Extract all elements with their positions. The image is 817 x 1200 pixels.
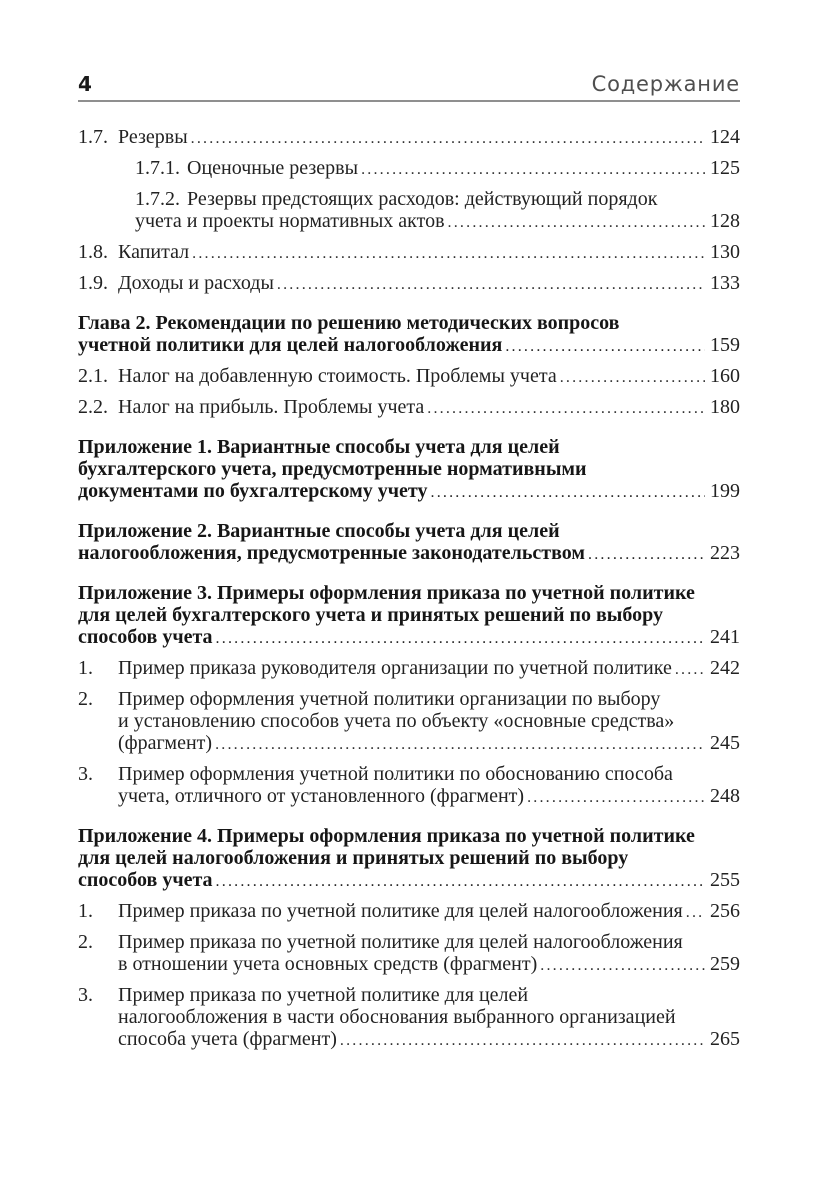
toc-entry-line <box>118 953 740 977</box>
toc-entry-body <box>78 825 740 893</box>
toc-entry-label: 2. <box>78 931 93 953</box>
dot-leader <box>361 159 705 181</box>
toc-page-number: 199 <box>710 480 740 502</box>
toc-entry <box>78 272 740 296</box>
toc-entry-text: учета, отличного от установленного (фрагмент) <box>118 785 525 807</box>
toc-page-number: 256 <box>710 900 740 922</box>
toc-entry-text: для целей бухгалтерского учета и принятых решений по выбору <box>78 604 664 626</box>
toc-page-number: 128 <box>710 210 740 232</box>
toc-entry-text: Пример оформления учетной политики по обоснованию способа <box>118 763 673 785</box>
toc-entry-text: Приложение 1. Вариантные способы учета для целей <box>78 436 560 458</box>
toc-page-number: 245 <box>710 732 740 754</box>
dot-leader <box>215 734 705 756</box>
toc-entry-label: 2.2. <box>78 396 108 418</box>
toc-entry-text: и установлению способов учета по объекту «основные средства» <box>118 710 675 732</box>
toc-entry-body <box>135 157 740 181</box>
toc-page-number: 265 <box>710 1028 740 1050</box>
toc-entry-line <box>118 126 740 150</box>
section-title: Содержание <box>591 72 740 96</box>
toc-entry-body <box>78 520 740 566</box>
toc-entry-line <box>78 582 740 604</box>
toc-entry-text: Налог на прибыль. Проблемы учета <box>118 396 425 418</box>
toc-page-number: 125 <box>710 157 740 179</box>
toc-entry-label: 2. <box>78 688 93 710</box>
dot-leader <box>277 274 705 296</box>
toc-entry-line <box>78 604 740 626</box>
toc-page-number: 248 <box>710 785 740 807</box>
toc-entry-body <box>78 312 740 358</box>
toc-entry <box>78 365 740 389</box>
toc-entry-line <box>118 241 740 265</box>
toc-entry-body <box>118 126 740 150</box>
toc-entry-body <box>118 657 740 681</box>
toc-entry-label: 1.7. <box>78 126 108 148</box>
toc-entry-label: 2.1. <box>78 365 108 387</box>
toc-page-number: 255 <box>710 869 740 891</box>
toc-entry-text: Пример приказа руководителя организации по учетной политике <box>118 657 672 679</box>
toc-entry-line <box>78 436 740 458</box>
page-number: 4 <box>78 72 92 96</box>
toc-entry-line <box>135 210 740 234</box>
toc-entry-line <box>78 847 740 869</box>
dot-leader <box>216 628 705 650</box>
toc-entry-line <box>135 188 740 210</box>
dot-leader <box>540 955 705 977</box>
toc-entry-text: Приложение 2. Вариантные способы учета для целей <box>78 520 560 542</box>
toc-entry-line <box>118 900 740 924</box>
toc-entry-line <box>118 272 740 296</box>
toc-entry-line <box>78 520 740 542</box>
toc-entry-body <box>118 984 740 1052</box>
toc-entry-line <box>118 931 740 953</box>
toc-entry-text: в отношении учета основных средств (фрагмент) <box>118 953 538 975</box>
toc-entry-text: способов учета <box>78 869 213 891</box>
dot-leader <box>560 367 705 389</box>
toc-entry <box>78 520 740 566</box>
toc-entry-label: 3. <box>78 763 93 785</box>
toc-entry <box>78 984 740 1052</box>
toc-entry-line <box>118 1028 740 1052</box>
toc-entry-body <box>118 365 740 389</box>
toc-entry-text: для целей налогообложения и принятых решений по выбору <box>78 847 629 869</box>
dot-leader <box>588 544 705 566</box>
toc-page-number: 130 <box>710 241 740 263</box>
toc-entry <box>78 900 740 924</box>
toc-page-number: 124 <box>710 126 740 148</box>
toc-entry-text: Приложение 3. Примеры оформления приказа по учетной политике <box>78 582 695 604</box>
toc-entry <box>78 126 740 150</box>
dot-leader <box>431 482 706 504</box>
toc-page-number: 133 <box>710 272 740 294</box>
toc-entry-text: Резервы <box>118 126 188 148</box>
toc-entry-line <box>135 157 740 181</box>
toc-entry-line <box>78 626 740 650</box>
toc-entry-text: Приложение 4. Примеры оформления приказа по учетной политике <box>78 825 695 847</box>
toc-entry-line <box>78 312 740 334</box>
page-header <box>78 72 740 102</box>
toc-entry <box>78 241 740 265</box>
toc-entry-text: Налог на добавленную стоимость. Проблемы учета <box>118 365 557 387</box>
toc-entry-text: бухгалтерского учета, предусмотренные нормативными <box>78 458 587 480</box>
toc-entry-line <box>118 785 740 809</box>
toc-entry-text: способа учета (фрагмент) <box>118 1028 337 1050</box>
toc-entry-line <box>118 657 740 681</box>
dot-leader <box>191 128 705 150</box>
toc-entry-line <box>118 396 740 420</box>
toc-entry-text: Доходы и расходы <box>118 272 274 294</box>
toc-entry-line <box>118 688 740 710</box>
toc-entry-text: налогообложения в части обоснования выбранного организацией <box>118 1006 676 1028</box>
toc-entry-line <box>118 984 740 1006</box>
toc-entry-line <box>118 763 740 785</box>
toc-entry-text: Пример приказа по учетной политике для целей налогообложения <box>118 900 683 922</box>
dot-leader <box>340 1030 705 1052</box>
toc-entry <box>78 436 740 504</box>
toc-entry-text: Пример приказа по учетной политике для целей налогообложения <box>118 931 683 953</box>
toc-entry-body <box>118 931 740 977</box>
toc-page-number: 242 <box>710 657 740 679</box>
toc-entry-text: Пример оформления учетной политики организации по выбору <box>118 688 661 710</box>
toc-entry-text: способов учета <box>78 626 213 648</box>
toc-entry <box>78 657 740 681</box>
toc-entry-text: Оценочные резервы <box>187 157 359 179</box>
toc-page-number: 259 <box>710 953 740 975</box>
toc-entry-line <box>78 825 740 847</box>
toc-entry-body <box>118 900 740 924</box>
toc-entry <box>78 763 740 809</box>
dot-leader <box>686 902 705 924</box>
toc-entry-line <box>78 458 740 480</box>
table-of-contents <box>78 126 740 1052</box>
toc-entry-text: Глава 2. Рекомендации по решению методических вопросов <box>78 312 620 334</box>
toc-page-number: 241 <box>710 626 740 648</box>
toc-entry-text: (фрагмент) <box>118 732 213 754</box>
dot-leader <box>527 787 705 809</box>
toc-entry <box>78 825 740 893</box>
toc-page-number: 223 <box>710 542 740 564</box>
toc-page-number: 180 <box>710 396 740 418</box>
toc-entry-text: налогообложения, предусмотренные законодательством <box>78 542 586 564</box>
toc-entry-body <box>118 396 740 420</box>
toc-entry-line <box>118 732 740 756</box>
toc-entry-label: 1.8. <box>78 241 108 263</box>
toc-entry-label: 1. <box>78 900 93 922</box>
toc-page-number: 160 <box>710 365 740 387</box>
dot-leader <box>427 398 705 420</box>
toc-entry-line <box>78 542 740 566</box>
toc-entry-body <box>118 241 740 265</box>
toc-entry <box>78 312 740 358</box>
dot-leader <box>448 212 705 234</box>
toc-entry-line <box>118 1006 740 1028</box>
toc-entry <box>78 931 740 977</box>
dot-leader <box>675 659 705 681</box>
dot-leader <box>505 336 705 358</box>
toc-entry <box>135 188 740 234</box>
toc-entry-label: 1.7.2. <box>135 188 180 210</box>
toc-entry-line <box>118 365 740 389</box>
toc-entry <box>78 688 740 756</box>
dot-leader <box>192 243 705 265</box>
toc-entry-text: учета и проекты нормативных актов <box>135 210 445 232</box>
toc-entry-label: 3. <box>78 984 93 1006</box>
toc-entry-label: 1. <box>78 657 93 679</box>
toc-entry-body <box>118 688 740 756</box>
toc-entry-line <box>78 480 740 504</box>
toc-entry-body <box>78 436 740 504</box>
toc-entry-text: Пример приказа по учетной политике для целей <box>118 984 529 1006</box>
toc-entry-body <box>135 188 740 234</box>
toc-entry-body <box>118 763 740 809</box>
toc-entry-text: документами по бухгалтерскому учету <box>78 480 428 502</box>
toc-entry-text: Капитал <box>118 241 190 263</box>
toc-entry <box>78 582 740 650</box>
toc-entry <box>135 157 740 181</box>
toc-entry-body <box>78 582 740 650</box>
toc-entry-line <box>78 334 740 358</box>
toc-entry-line <box>78 869 740 893</box>
toc-entry-line <box>118 710 740 732</box>
toc-entry-text: учетной политики для целей налогообложения <box>78 334 503 356</box>
toc-entry-label: 1.7.1. <box>135 157 180 179</box>
toc-entry-label: 1.9. <box>78 272 108 294</box>
toc-page-number: 159 <box>710 334 740 356</box>
toc-entry <box>78 396 740 420</box>
toc-entry-text: Резервы предстоящих расходов: действующий порядок <box>187 188 658 210</box>
toc-entry-body <box>118 272 740 296</box>
dot-leader <box>216 871 705 893</box>
